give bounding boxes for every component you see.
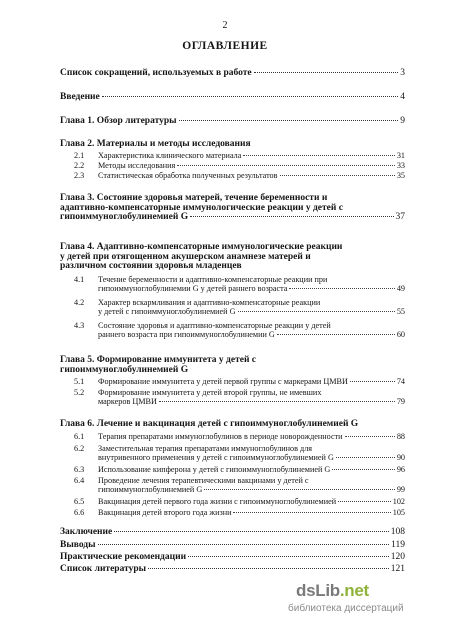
toc-entry-chapter-2[interactable]: Глава 2. Материалы и методы исследования — [60, 139, 251, 149]
toc-subentry[interactable]: 6.4 Проведение лечения терапевтическими вакцинами у детей с гипоиммуноглобулинемией G 99 — [74, 476, 405, 494]
toc-entry-conclusion[interactable]: Заключение 108 — [60, 527, 405, 537]
toc-subentry[interactable]: 2.1 Характеристика клинического материала 31 — [74, 151, 405, 160]
toc-entry-chapter-4[interactable]: Глава 4. Адаптивно-компенсаторные иммунологические реакции у детей при отягощенном акушерском анамнезе матерей и различном состоянии здоровья младенцев — [60, 242, 343, 271]
toc-subentry[interactable]: 5.2 Формирование иммунитета у детей второй группы, не имевших маркеров ЦМВИ 79 — [74, 388, 405, 406]
toc-entry-chapter-1[interactable]: Глава 1. Обзор литературы 9 — [60, 116, 405, 126]
toc-entry-findings[interactable]: Выводы 119 — [60, 540, 405, 550]
dslib-watermark — [288, 581, 438, 621]
toc-subentry[interactable]: 5.1 Формирование иммунитета у детей первой группы с маркерами ЦМВИ 74 — [74, 377, 405, 386]
toc-subentry[interactable]: 4.2 Характер вскармливания и адаптивно-компенсаторные реакции у детей с гипоиммуноглобулинемией G 55 — [74, 298, 405, 316]
toc-entry-recommendations[interactable]: Практические рекомендации 120 — [60, 552, 405, 562]
dslib-logo: dsLib.net — [296, 581, 369, 600]
page-number: 2 — [222, 20, 228, 31]
toc-subentry[interactable]: 6.5 Вакцинация детей первого года жизни с гипоиммуноглобулинемией 102 — [74, 497, 405, 506]
toc-subentry[interactable]: 6.6 Вакцинация детей второго года жизни 105 — [74, 508, 405, 517]
dslib-tagline: библиотека диссертаций — [288, 603, 404, 614]
toc-subentry[interactable]: 6.3 Использование кипферона у детей с гипоиммуноглобулинемией G 96 — [74, 465, 405, 474]
toc-subentry[interactable]: 4.1 Течение беременности и адаптивно-компенсаторные реакции при гипоиммуноглобулинемии G у детей раннего возраста 49 — [74, 275, 405, 293]
toc-heading: ОГЛАВЛЕНИЕ — [182, 40, 268, 52]
toc-entry-chapter-5[interactable]: Глава 5. Формирование иммунитета у детей с гипоиммуноглобулинемией G — [60, 355, 257, 375]
toc-subentry[interactable]: 4.3 Состояние здоровья и адаптивно-компенсаторные реакции у детей раннего возраста при гипоиммуноглобулинемии G 60 — [74, 321, 405, 339]
toc-entry-introduction[interactable]: Введение 4 — [60, 92, 405, 102]
toc-entry-chapter-3[interactable]: Глава 3. Состояние здоровья матерей, течение беременности и адаптивно-компенсаторные иммунологические реакции у детей с гипоиммуноглобулинемией G 37 — [60, 193, 405, 222]
toc-subentry[interactable]: 2.2 Методы исследования 33 — [74, 161, 405, 170]
toc-subentry[interactable]: 6.2 Заместительная терапия препаратами иммуноглобулинов для внутривенного применения у детей с гипоиммуноглобулинемией G 90 — [74, 444, 405, 462]
toc-entry-chapter-6[interactable]: Глава 6. Лечение и вакцинация детей с гипоиммуноглобулинемией G — [60, 419, 359, 429]
toc-subentry[interactable]: 2.3 Статистическая обработка полученных результатов 35 — [74, 171, 405, 180]
toc-entry-abbreviations[interactable]: Список сокращений, используемых в работе 3 — [60, 68, 405, 78]
toc-subentry[interactable]: 6.1 Терапия препаратами иммуноглобулинов в периоде новорожденности 88 — [74, 432, 405, 441]
toc-entry-references[interactable]: Список литературы 121 — [60, 564, 405, 574]
